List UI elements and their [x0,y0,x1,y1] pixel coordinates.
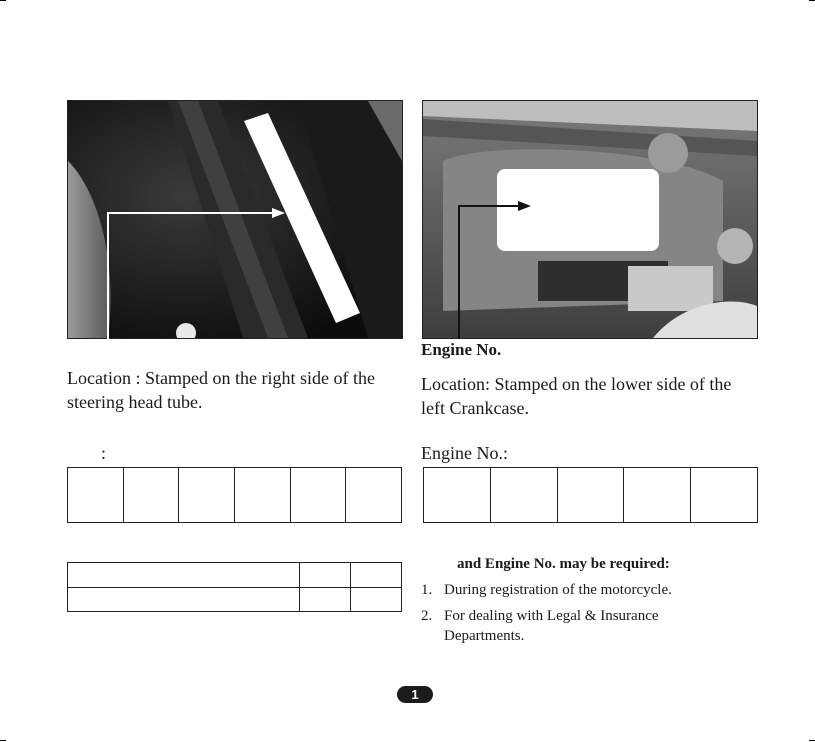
engine-number-cell[interactable] [557,468,624,523]
crop-mark [0,740,6,741]
frame-number-cell[interactable] [290,468,346,523]
frame-number-cell[interactable] [68,468,124,523]
registration-cell[interactable] [300,587,351,612]
crop-mark [809,740,815,741]
engine-number-cell[interactable] [624,468,691,523]
requirement-item-number: 1. [421,582,433,598]
registration-cell[interactable] [68,587,300,612]
engine-number-cell[interactable] [691,468,758,523]
crop-mark [0,0,6,1]
engine-photo-caption: Engine No. [421,340,502,359]
registration-cell[interactable] [300,563,351,588]
frame-number-colon: : [101,443,107,463]
frame-number-cell[interactable] [179,468,235,523]
registration-cell[interactable] [351,587,402,612]
registration-cell[interactable] [68,563,300,588]
requirement-item-text-cont: Departments. [444,628,525,644]
crop-mark [809,0,815,1]
page-number-badge: 1 [397,686,433,703]
requirement-item-text: For dealing with Legal & Insurance [444,608,659,624]
engine-location-line2: left Crankcase. [421,398,529,418]
engine-number-cell[interactable] [424,468,491,523]
frame-number-cell[interactable] [346,468,402,523]
registration-cell[interactable] [351,563,402,588]
pointer-arrow-left [100,200,300,340]
frame-number-cell[interactable] [123,468,179,523]
engine-number-grid [423,467,758,523]
registration-table [67,562,402,612]
frame-location-line2: steering head tube. [67,392,203,412]
requirements-heading: and Engine No. may be required: [457,556,670,572]
engine-location-line1: Location: Stamped on the lower side of the [421,374,732,394]
pointer-arrow-right [455,198,545,340]
frame-location-line1: Location : Stamped on the right side of the [67,368,375,388]
requirement-item-number: 2. [421,608,433,624]
engine-number-cell[interactable] [490,468,557,523]
engine-number-label: Engine No.: [421,443,508,463]
frame-number-grid [67,467,402,523]
frame-number-cell[interactable] [234,468,290,523]
requirement-item-text: During registration of the motorcycle. [444,582,672,598]
